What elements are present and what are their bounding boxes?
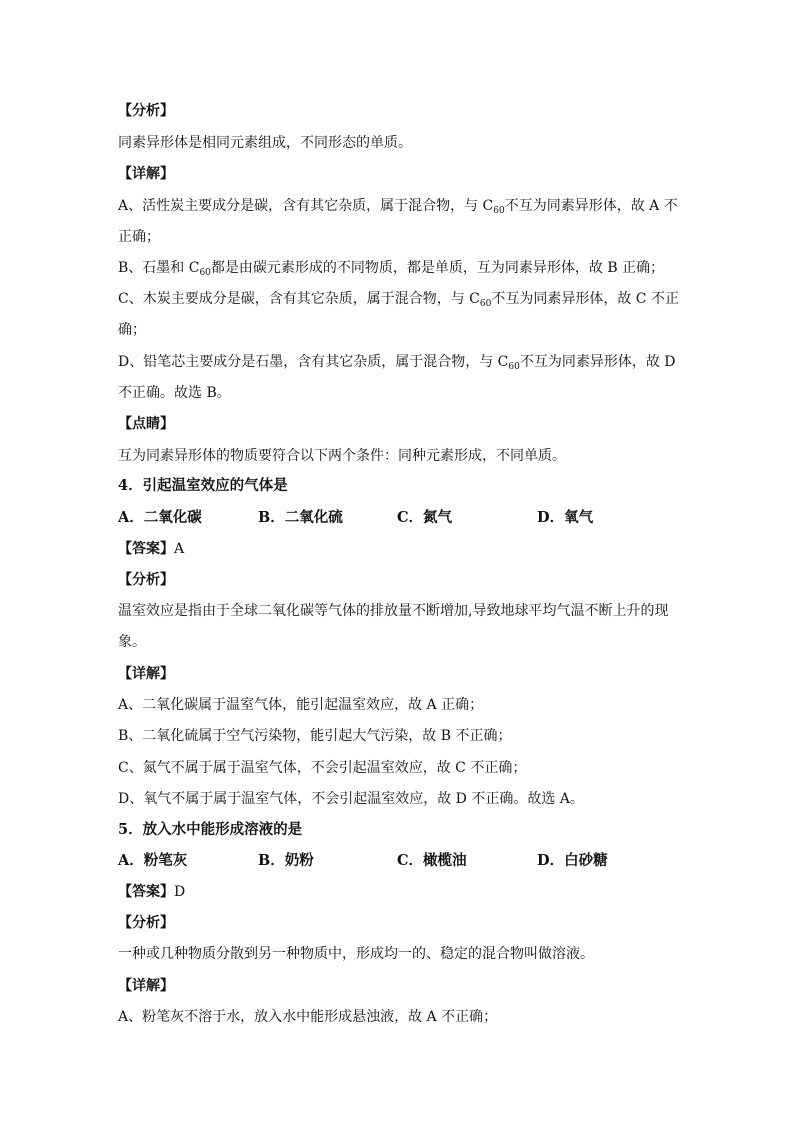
detail-a-line2: 正确； xyxy=(118,229,160,245)
detail-heading: 【详解】 xyxy=(118,166,174,182)
subscript-60: 60 xyxy=(493,206,505,216)
q5-analysis-heading: 【分析】 xyxy=(118,915,174,931)
detail-d-line2: 不正确。故选 B。 xyxy=(118,385,231,401)
subscript-60: 60 xyxy=(199,268,211,278)
analysis-text: 同素异形体是相同元素组成，不同形态的单质。 xyxy=(118,135,412,151)
detail-a-line1: A、活性炭主要成分是碳，含有其它杂质，属于混合物，与 $C_{60}$不互为同素异形体，故 A 不 xyxy=(118,198,678,216)
q4-analysis-line1: 温室效应是指由于全球二氧化碳等气体的排放量不断增加,导致地球平均气温不断上升的现 xyxy=(118,603,669,619)
detail-b: B、石墨和 $C_{60}$都是由碳元素形成的不同物质，都是单质，互为同素异形体，故 B 正确； xyxy=(118,260,665,278)
answer-value: A xyxy=(174,541,185,557)
q5-detail-a: A、粉笔灰不溶于水，放入水中能形成悬浊液，故 A 不正确； xyxy=(118,1009,498,1025)
q4-answer xyxy=(118,539,184,559)
q4-detail-heading: 【详解】 xyxy=(118,666,174,682)
q4-option-d: D．氧气 xyxy=(537,509,594,526)
comment-heading: 【点睛】 xyxy=(118,416,174,432)
q4-detail-b: B、二氧化硫属于空气污染物，能引起大气污染，故 B 不正确； xyxy=(118,728,512,744)
detail-c-line1: C、木炭主要成分是碳，含有其它杂质，属于混合物，与 $C_{60}$不互为同素异形体，故 C 不正 xyxy=(118,291,679,309)
question-5: 5．放入水中能形成溶液的是 xyxy=(118,821,303,838)
analysis-heading: 【分析】 xyxy=(118,103,174,119)
q5-option-d: D．白砂糖 xyxy=(537,852,608,869)
q4-detail-c: C、氮气不属于属于温室气体，不会引起温室效应，故 C 不正确； xyxy=(118,760,527,776)
detail-d-line1: D、铅笔芯主要成分是石墨，含有其它杂质，属于混合物，与 $C_{60}$不互为同素异形体，故 D xyxy=(118,354,676,372)
q5-option-b: B．奶粉 xyxy=(258,852,314,869)
detail-c-line2: 确； xyxy=(118,322,146,338)
q5-analysis-text: 一种或几种物质分散到另一种物质中，形成均一的、稳定的混合物叫做溶液。 xyxy=(118,946,594,962)
q4-analysis-heading: 【分析】 xyxy=(118,572,174,588)
question-4: 4．引起温室效应的气体是 xyxy=(118,477,288,494)
q5-answer xyxy=(118,882,185,902)
q4-option-b: B．二氧化硫 xyxy=(258,509,343,526)
answer-label: 【答案】 xyxy=(118,884,174,900)
q5-option-a: A．粉笔灰 xyxy=(118,852,188,869)
q4-analysis-line2: 象。 xyxy=(118,634,146,650)
q4-option-a: A．二氧化碳 xyxy=(118,509,202,526)
subscript-60: 60 xyxy=(479,299,492,309)
q4-detail-a: A、二氧化碳属于温室气体，能引起温室效应，故 A 正确； xyxy=(118,697,484,713)
answer-value: D xyxy=(174,884,186,900)
q4-detail-d: D、氧气不属于属于温室气体，不会引起温室效应，故 D 不正确。故选 A。 xyxy=(118,791,584,807)
answer-label: 【答案】 xyxy=(118,541,174,557)
comment-text: 互为同素异形体的物质要符合以下两个条件：同种元素形成，不同单质。 xyxy=(118,448,566,464)
q4-option-c: C．氮气 xyxy=(397,509,453,526)
subscript-60: 60 xyxy=(508,362,520,372)
q5-option-c: C．橄榄油 xyxy=(397,852,467,869)
q5-detail-heading: 【详解】 xyxy=(118,978,174,994)
